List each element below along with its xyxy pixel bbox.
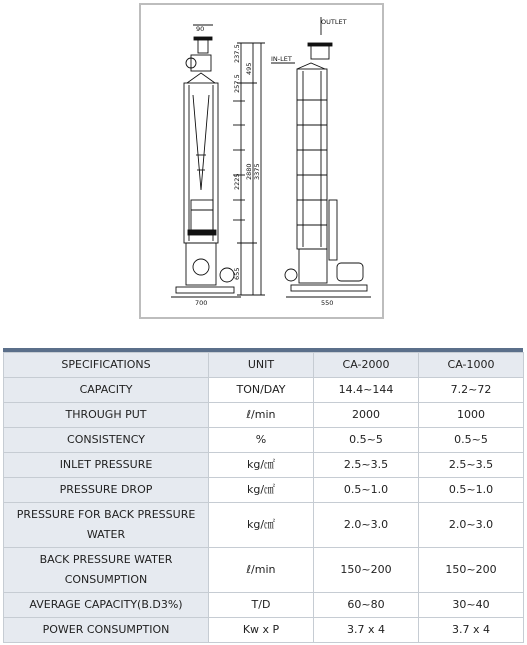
row-value-ca1000: 2.5~3.5 <box>419 453 524 478</box>
row-unit: kg/㎠ <box>209 503 314 548</box>
row-unit: T/D <box>209 593 314 618</box>
row-value-ca1000: 1000 <box>419 403 524 428</box>
row-label-average-capacity: AVERAGE CAPACITY(B.D3%) <box>4 593 209 618</box>
dim-495: 495 <box>245 62 253 75</box>
row-value-ca1000: 30~40 <box>419 593 524 618</box>
equipment-drawing <box>141 5 382 317</box>
equipment-drawing-frame <box>139 3 384 319</box>
row-unit: kg/㎠ <box>209 453 314 478</box>
row-value-ca2000: 60~80 <box>314 593 419 618</box>
pump-motor <box>337 263 363 281</box>
base-section <box>186 243 216 285</box>
table-row <box>4 403 524 428</box>
inlet-label: IN-LET <box>271 55 292 63</box>
specifications-table-wrapper <box>3 348 523 643</box>
inlet-housing <box>191 55 211 71</box>
table-row <box>4 618 524 643</box>
right-body <box>297 69 327 249</box>
header-ca-2000: CA-2000 <box>314 353 419 378</box>
inner-cone <box>193 95 209 190</box>
reject-chamber <box>191 200 213 230</box>
top-pipe <box>198 39 208 53</box>
table-row <box>4 378 524 403</box>
row-unit: ℓ/min <box>209 403 314 428</box>
dim-top-width: 90 <box>196 25 205 33</box>
table-row <box>4 428 524 453</box>
specifications-table <box>3 352 524 643</box>
row-label-capacity: CAPACITY <box>4 378 209 403</box>
dim-655: 655 <box>233 267 241 280</box>
row-unit: ℓ/min <box>209 548 314 593</box>
outlet-label: OUTLET <box>321 18 347 26</box>
table-row <box>4 593 524 618</box>
row-unit: Kw x P <box>209 618 314 643</box>
dim-2225: 2225 <box>233 173 241 190</box>
header-ca-1000: CA-1000 <box>419 353 524 378</box>
top-cone <box>187 73 215 83</box>
row-label-back-pressure-water-consumption: BACK PRESSURE WATER CONSUMPTION <box>4 548 209 593</box>
header-specifications: SPECIFICATIONS <box>4 353 209 378</box>
table-header-row <box>4 353 524 378</box>
row-unit: TON/DAY <box>209 378 314 403</box>
row-label-inlet-pressure: INLET PRESSURE <box>4 453 209 478</box>
table-row <box>4 548 524 593</box>
base-motor <box>193 259 209 275</box>
row-label-back-pressure-water-pressure: PRESSURE FOR BACK PRESSURE WATER <box>4 503 209 548</box>
dim-3375: 3375 <box>253 163 261 180</box>
dim-base-left: 700 <box>195 299 208 307</box>
row-value-ca1000: 0.5~1.0 <box>419 478 524 503</box>
row-value-ca1000: 7.2~72 <box>419 378 524 403</box>
right-base <box>299 249 327 283</box>
row-value-ca1000: 2.0~3.0 <box>419 503 524 548</box>
dim-257-5: 257.5 <box>233 74 241 93</box>
row-value-ca2000: 0.5~1.0 <box>314 478 419 503</box>
table-row <box>4 503 524 548</box>
row-value-ca2000: 14.4~144 <box>314 378 419 403</box>
table-row <box>4 478 524 503</box>
row-value-ca2000: 3.7 x 4 <box>314 618 419 643</box>
row-value-ca1000: 3.7 x 4 <box>419 618 524 643</box>
dim-2880: 2880 <box>245 163 253 180</box>
table-row <box>4 453 524 478</box>
row-value-ca2000: 2.0~3.0 <box>314 503 419 548</box>
row-value-ca2000: 2.5~3.5 <box>314 453 419 478</box>
top-flange <box>194 37 212 40</box>
row-label-consistency: CONSISTENCY <box>4 428 209 453</box>
handwheel <box>220 268 234 282</box>
row-unit: % <box>209 428 314 453</box>
row-value-ca1000: 150~200 <box>419 548 524 593</box>
row-label-pressure-drop: PRESSURE DROP <box>4 478 209 503</box>
header-unit: UNIT <box>209 353 314 378</box>
base-plate <box>176 287 234 293</box>
dim-base-right: 550 <box>321 299 334 307</box>
row-label-through-put: THROUGH PUT <box>4 403 209 428</box>
row-unit: kg/㎠ <box>209 478 314 503</box>
side-pipe <box>329 200 337 260</box>
row-value-ca2000: 150~200 <box>314 548 419 593</box>
row-label-power-consumption: POWER CONSUMPTION <box>4 618 209 643</box>
right-base-plate <box>291 285 367 291</box>
dim-237-5: 237.5 <box>233 44 241 63</box>
row-value-ca2000: 2000 <box>314 403 419 428</box>
row-value-ca1000: 0.5~5 <box>419 428 524 453</box>
row-value-ca2000: 0.5~5 <box>314 428 419 453</box>
outlet-pipe <box>311 45 329 59</box>
